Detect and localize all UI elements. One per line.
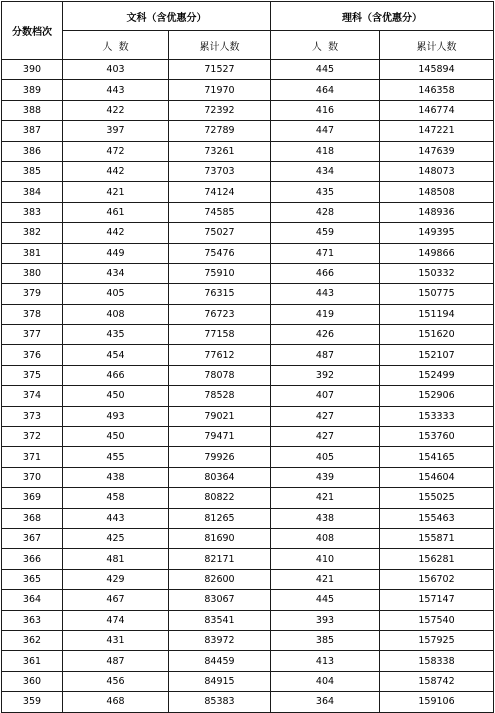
science-count-cell: 435 <box>271 182 380 202</box>
score-cell: 368 <box>2 508 63 528</box>
arts-count-cell: 397 <box>63 121 169 141</box>
science-cumulative-cell: 158338 <box>380 651 494 671</box>
score-cell: 371 <box>2 447 63 467</box>
table-row <box>2 447 494 467</box>
science-cumulative-cell: 153760 <box>380 427 494 447</box>
science-count-cell: 413 <box>271 651 380 671</box>
arts-count-cell: 493 <box>63 406 169 426</box>
table-row <box>2 630 494 650</box>
science-count-cell: 438 <box>271 508 380 528</box>
arts-count-cell: 434 <box>63 263 169 283</box>
science-count-cell: 427 <box>271 406 380 426</box>
science-cumulative-cell: 158742 <box>380 671 494 691</box>
table-row <box>2 243 494 263</box>
arts-cumulative-cell: 73261 <box>169 141 271 161</box>
science-count-cell: 393 <box>271 610 380 630</box>
arts-count-cell: 435 <box>63 325 169 345</box>
science-cumulative-cell: 152107 <box>380 345 494 365</box>
arts-cumulative-cell: 78528 <box>169 386 271 406</box>
arts-count-cell: 466 <box>63 365 169 385</box>
table-row <box>2 427 494 447</box>
arts-count-cell: 421 <box>63 182 169 202</box>
score-cell: 379 <box>2 284 63 304</box>
arts-count-cell: 442 <box>63 161 169 181</box>
science-cumulative-header: 累计人数 <box>380 31 494 60</box>
arts-cumulative-cell: 79021 <box>169 406 271 426</box>
arts-count-cell: 443 <box>63 508 169 528</box>
arts-count-cell: 442 <box>63 223 169 243</box>
arts-count-cell: 438 <box>63 467 169 487</box>
table-row <box>2 528 494 548</box>
arts-count-cell: 456 <box>63 671 169 691</box>
science-count-cell: 459 <box>271 223 380 243</box>
arts-count-header: 人 数 <box>63 31 169 60</box>
science-cumulative-cell: 154604 <box>380 467 494 487</box>
arts-count-cell: 467 <box>63 590 169 610</box>
score-cell: 367 <box>2 528 63 548</box>
science-count-cell: 445 <box>271 590 380 610</box>
score-cell: 376 <box>2 345 63 365</box>
arts-cumulative-cell: 80822 <box>169 488 271 508</box>
table-row <box>2 386 494 406</box>
science-count-cell: 419 <box>271 304 380 324</box>
arts-count-cell: 431 <box>63 630 169 650</box>
arts-cumulative-cell: 71527 <box>169 60 271 80</box>
arts-cumulative-header: 累计人数 <box>169 31 271 60</box>
science-count-cell: 487 <box>271 345 380 365</box>
arts-count-cell: 422 <box>63 100 169 120</box>
arts-cumulative-cell: 84915 <box>169 671 271 691</box>
table-row <box>2 365 494 385</box>
science-cumulative-cell: 157540 <box>380 610 494 630</box>
score-cell: 380 <box>2 263 63 283</box>
arts-count-cell: 403 <box>63 60 169 80</box>
table-row <box>2 549 494 569</box>
table-row <box>2 345 494 365</box>
arts-count-cell: 405 <box>63 284 169 304</box>
science-count-cell: 405 <box>271 447 380 467</box>
science-count-cell: 445 <box>271 60 380 80</box>
arts-count-cell: 443 <box>63 80 169 100</box>
arts-count-cell: 481 <box>63 549 169 569</box>
science-cumulative-cell: 149395 <box>380 223 494 243</box>
table-row <box>2 651 494 671</box>
science-group-header: 理科（含优惠分） <box>271 2 494 31</box>
science-cumulative-cell: 148508 <box>380 182 494 202</box>
science-count-cell: 428 <box>271 202 380 222</box>
table-row <box>2 610 494 630</box>
score-cell: 383 <box>2 202 63 222</box>
table-row <box>2 569 494 589</box>
score-cell: 384 <box>2 182 63 202</box>
science-count-cell: 407 <box>271 386 380 406</box>
table-row <box>2 161 494 181</box>
table-row <box>2 182 494 202</box>
score-distribution-table <box>1 1 494 713</box>
score-cell: 363 <box>2 610 63 630</box>
arts-cumulative-cell: 72392 <box>169 100 271 120</box>
header-row-groups <box>2 2 494 31</box>
score-band-header: 分数档次 <box>2 2 63 60</box>
arts-cumulative-cell: 83541 <box>169 610 271 630</box>
science-cumulative-cell: 146358 <box>380 80 494 100</box>
arts-cumulative-cell: 77612 <box>169 345 271 365</box>
score-cell: 388 <box>2 100 63 120</box>
arts-cumulative-cell: 82600 <box>169 569 271 589</box>
arts-cumulative-cell: 83972 <box>169 630 271 650</box>
science-cumulative-cell: 146774 <box>380 100 494 120</box>
score-cell: 381 <box>2 243 63 263</box>
score-cell: 377 <box>2 325 63 345</box>
arts-count-cell: 468 <box>63 692 169 712</box>
science-count-cell: 434 <box>271 161 380 181</box>
science-count-cell: 416 <box>271 100 380 120</box>
arts-count-cell: 450 <box>63 386 169 406</box>
arts-cumulative-cell: 74585 <box>169 202 271 222</box>
table-row <box>2 671 494 691</box>
arts-cumulative-cell: 81690 <box>169 528 271 548</box>
science-cumulative-cell: 156281 <box>380 549 494 569</box>
science-cumulative-cell: 154165 <box>380 447 494 467</box>
arts-cumulative-cell: 76315 <box>169 284 271 304</box>
table-row <box>2 263 494 283</box>
science-cumulative-cell: 157925 <box>380 630 494 650</box>
science-count-cell: 447 <box>271 121 380 141</box>
arts-count-cell: 458 <box>63 488 169 508</box>
science-count-cell: 427 <box>271 427 380 447</box>
science-cumulative-cell: 155871 <box>380 528 494 548</box>
arts-cumulative-cell: 81265 <box>169 508 271 528</box>
science-cumulative-cell: 151620 <box>380 325 494 345</box>
score-cell: 386 <box>2 141 63 161</box>
score-cell: 362 <box>2 630 63 650</box>
science-cumulative-cell: 150332 <box>380 263 494 283</box>
science-count-cell: 364 <box>271 692 380 712</box>
table-row <box>2 590 494 610</box>
arts-count-cell: 472 <box>63 141 169 161</box>
table-row <box>2 325 494 345</box>
science-count-cell: 421 <box>271 569 380 589</box>
science-cumulative-cell: 152906 <box>380 386 494 406</box>
arts-count-cell: 408 <box>63 304 169 324</box>
arts-count-cell: 455 <box>63 447 169 467</box>
arts-count-cell: 474 <box>63 610 169 630</box>
science-count-cell: 418 <box>271 141 380 161</box>
table-row <box>2 80 494 100</box>
science-count-cell: 385 <box>271 630 380 650</box>
science-count-cell: 464 <box>271 80 380 100</box>
science-cumulative-cell: 149866 <box>380 243 494 263</box>
score-cell: 389 <box>2 80 63 100</box>
table-row <box>2 223 494 243</box>
score-cell: 387 <box>2 121 63 141</box>
science-cumulative-cell: 150775 <box>380 284 494 304</box>
arts-cumulative-cell: 72789 <box>169 121 271 141</box>
table-row <box>2 284 494 304</box>
arts-cumulative-cell: 82171 <box>169 549 271 569</box>
arts-cumulative-cell: 75476 <box>169 243 271 263</box>
science-count-cell: 404 <box>271 671 380 691</box>
arts-cumulative-cell: 85383 <box>169 692 271 712</box>
table-row <box>2 202 494 222</box>
arts-cumulative-cell: 78078 <box>169 365 271 385</box>
arts-cumulative-cell: 79926 <box>169 447 271 467</box>
arts-cumulative-cell: 76723 <box>169 304 271 324</box>
table-row <box>2 406 494 426</box>
table-row <box>2 488 494 508</box>
arts-cumulative-cell: 80364 <box>169 467 271 487</box>
score-cell: 366 <box>2 549 63 569</box>
science-count-cell: 408 <box>271 528 380 548</box>
arts-cumulative-cell: 75910 <box>169 263 271 283</box>
score-cell: 359 <box>2 692 63 712</box>
score-cell: 385 <box>2 161 63 181</box>
science-cumulative-cell: 147639 <box>380 141 494 161</box>
score-cell: 382 <box>2 223 63 243</box>
score-cell: 364 <box>2 590 63 610</box>
arts-cumulative-cell: 79471 <box>169 427 271 447</box>
header-row-columns <box>2 31 494 60</box>
arts-cumulative-cell: 73703 <box>169 161 271 181</box>
science-cumulative-cell: 155463 <box>380 508 494 528</box>
score-cell: 378 <box>2 304 63 324</box>
arts-count-cell: 450 <box>63 427 169 447</box>
science-count-cell: 410 <box>271 549 380 569</box>
arts-count-cell: 425 <box>63 528 169 548</box>
science-cumulative-cell: 155025 <box>380 488 494 508</box>
science-cumulative-cell: 151194 <box>380 304 494 324</box>
arts-cumulative-cell: 83067 <box>169 590 271 610</box>
science-cumulative-cell: 145894 <box>380 60 494 80</box>
arts-cumulative-cell: 84459 <box>169 651 271 671</box>
table-row <box>2 467 494 487</box>
score-cell: 360 <box>2 671 63 691</box>
table-body <box>2 60 494 713</box>
science-count-cell: 421 <box>271 488 380 508</box>
score-cell: 370 <box>2 467 63 487</box>
arts-count-cell: 461 <box>63 202 169 222</box>
table-row <box>2 508 494 528</box>
table-row <box>2 304 494 324</box>
table-row <box>2 141 494 161</box>
science-cumulative-cell: 147221 <box>380 121 494 141</box>
score-cell: 369 <box>2 488 63 508</box>
science-count-cell: 392 <box>271 365 380 385</box>
science-count-header: 人 数 <box>271 31 380 60</box>
arts-cumulative-cell: 77158 <box>169 325 271 345</box>
science-cumulative-cell: 148936 <box>380 202 494 222</box>
science-count-cell: 439 <box>271 467 380 487</box>
science-count-cell: 466 <box>271 263 380 283</box>
science-count-cell: 471 <box>271 243 380 263</box>
score-cell: 365 <box>2 569 63 589</box>
score-cell: 361 <box>2 651 63 671</box>
score-cell: 372 <box>2 427 63 447</box>
science-cumulative-cell: 157147 <box>380 590 494 610</box>
arts-count-cell: 487 <box>63 651 169 671</box>
arts-count-cell: 449 <box>63 243 169 263</box>
arts-group-header: 文科（含优惠分） <box>63 2 271 31</box>
score-cell: 373 <box>2 406 63 426</box>
table-row <box>2 100 494 120</box>
science-cumulative-cell: 152499 <box>380 365 494 385</box>
science-count-cell: 443 <box>271 284 380 304</box>
arts-cumulative-cell: 71970 <box>169 80 271 100</box>
science-cumulative-cell: 159106 <box>380 692 494 712</box>
table-row <box>2 121 494 141</box>
table-row <box>2 60 494 80</box>
science-cumulative-cell: 153333 <box>380 406 494 426</box>
arts-cumulative-cell: 74124 <box>169 182 271 202</box>
arts-cumulative-cell: 75027 <box>169 223 271 243</box>
score-cell: 390 <box>2 60 63 80</box>
science-count-cell: 426 <box>271 325 380 345</box>
arts-count-cell: 454 <box>63 345 169 365</box>
score-cell: 374 <box>2 386 63 406</box>
science-cumulative-cell: 148073 <box>380 161 494 181</box>
arts-count-cell: 429 <box>63 569 169 589</box>
score-cell: 375 <box>2 365 63 385</box>
science-cumulative-cell: 156702 <box>380 569 494 589</box>
